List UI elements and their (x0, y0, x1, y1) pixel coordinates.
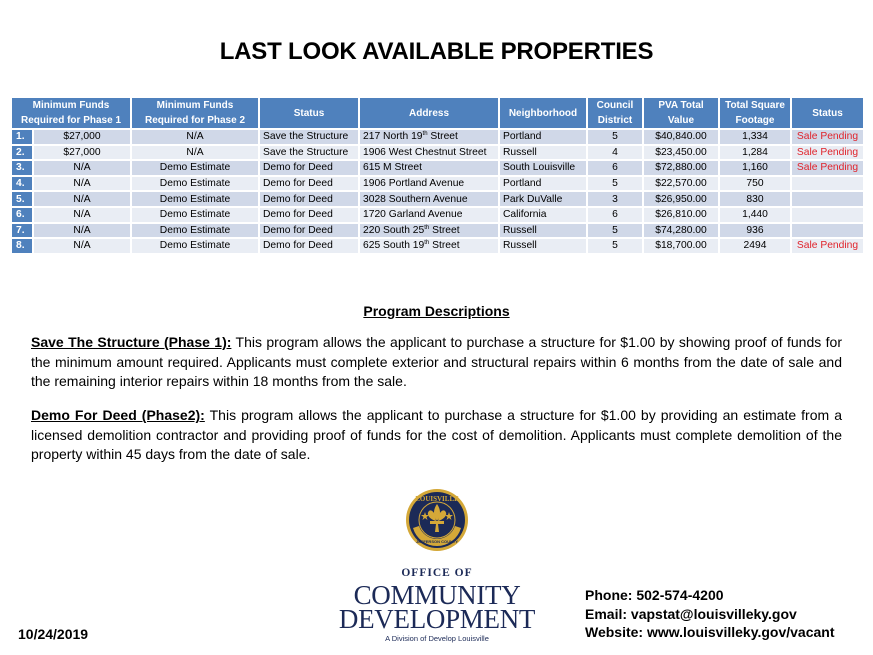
square-footage: 1,334 (719, 129, 791, 145)
phase1-funds: N/A (33, 176, 131, 192)
council-district: 5 (587, 129, 643, 145)
phase2-funds: N/A (131, 145, 259, 161)
demo-deed-description (31, 406, 842, 465)
phase1-funds: N/A (33, 223, 131, 239)
table-row (11, 176, 864, 192)
phase1-funds: N/A (33, 238, 131, 253)
address: 217 North 19th Street (359, 129, 499, 145)
phase1-funds: $27,000 (33, 129, 131, 145)
sale-status: Sale Pending (791, 238, 864, 253)
demo-deed-label: Demo For Deed (Phase2): (31, 407, 205, 423)
phase2-funds: Demo Estimate (131, 238, 259, 253)
phase2-funds: Demo Estimate (131, 191, 259, 207)
community-development-logo (337, 488, 537, 643)
sale-status (791, 223, 864, 239)
louisville-seal-icon (405, 488, 469, 552)
neighborhood: Portland (499, 129, 587, 145)
program-status: Save the Structure (259, 129, 359, 145)
council-district: 5 (587, 176, 643, 192)
sale-status: Sale Pending (791, 129, 864, 145)
council-district: 5 (587, 223, 643, 239)
address: 3028 Southern Avenue (359, 191, 499, 207)
program-status: Demo for Deed (259, 176, 359, 192)
program-status: Demo for Deed (259, 191, 359, 207)
phase1-funds: N/A (33, 207, 131, 223)
neighborhood: South Louisville (499, 160, 587, 176)
contact-website: Website: www.louisvilleky.gov/vacant (585, 624, 835, 640)
logo-division: A Division of Develop Louisville (385, 634, 489, 643)
logo-development: DEVELOPMENT (338, 604, 536, 634)
row-number: 4. (11, 176, 33, 192)
square-footage: 1,284 (719, 145, 791, 161)
header-min-funds-phase2: Minimum Funds Required for Phase 2 (131, 97, 259, 129)
table-row (11, 207, 864, 223)
neighborhood: California (499, 207, 587, 223)
neighborhood: Russell (499, 145, 587, 161)
row-number: 8. (11, 238, 33, 253)
row-number: 5. (11, 191, 33, 207)
phase1-funds: $27,000 (33, 145, 131, 161)
council-district: 3 (587, 191, 643, 207)
neighborhood: Russell (499, 238, 587, 253)
neighborhood: Russell (499, 223, 587, 239)
program-status: Save the Structure (259, 145, 359, 161)
row-number: 7. (11, 223, 33, 239)
document-date: 10/24/2019 (18, 626, 89, 642)
square-footage: 936 (719, 223, 791, 239)
council-district: 6 (587, 160, 643, 176)
svg-text:LOUISVILLE: LOUISVILLE (415, 495, 459, 503)
row-number: 2. (11, 145, 33, 161)
council-district: 4 (587, 145, 643, 161)
header-min-funds-phase1: Minimum Funds Required for Phase 1 (11, 97, 131, 129)
table-row (11, 145, 864, 161)
demo-deed-text: This program allows the applicant to purchase a structure for $1.00 by providing an estimate from a licensed demolition contractor and providing proof of funds for the cost of demolition. Applicants must complete demolition of the property within 45 days from the date of sale. (31, 407, 842, 462)
table-row (11, 160, 864, 176)
address: 220 South 25th Street (359, 223, 499, 239)
neighborhood: Portland (499, 176, 587, 192)
sale-status: Sale Pending (791, 145, 864, 161)
address: 625 South 19th Street (359, 238, 499, 253)
table-row (11, 238, 864, 253)
pva-value: $23,450.00 (643, 145, 719, 161)
office-of-label: OFFICE OF (401, 567, 473, 579)
contact-email: Email: vapstat@louisvilleky.gov (585, 605, 797, 622)
sale-status: Sale Pending (791, 160, 864, 176)
header-sale-status: Status (791, 97, 864, 129)
save-structure-label: Save The Structure (Phase 1): (31, 334, 232, 350)
table-row (11, 223, 864, 239)
pva-value: $74,280.00 (643, 223, 719, 239)
row-number: 1. (11, 129, 33, 145)
save-structure-description (31, 333, 842, 392)
neighborhood: Park DuValle (499, 191, 587, 207)
contact-info (585, 586, 834, 642)
header-address: Address (359, 97, 499, 129)
save-structure-text: This program allows the applicant to purchase a structure for $1.00 by showing proof of funds for the minimum amount required. Applicants must complete exterior and structural repairs within 6 months from the date of sale and the remaining interior repairs within 18 months from the sale. (31, 334, 842, 389)
square-footage: 830 (719, 191, 791, 207)
sale-status (791, 176, 864, 192)
address: 1906 Portland Avenue (359, 176, 499, 192)
pva-value: $18,700.00 (643, 238, 719, 253)
address: 1906 West Chestnut Street (359, 145, 499, 161)
address: 615 M Street (359, 160, 499, 176)
program-descriptions-heading: Program Descriptions (363, 303, 510, 319)
square-footage: 2494 (719, 238, 791, 253)
header-neighborhood: Neighborhood (499, 97, 587, 129)
properties-table (10, 96, 865, 253)
contact-phone: Phone: 502-574-4200 (585, 587, 724, 603)
pva-value: $72,880.00 (643, 160, 719, 176)
table-row (11, 129, 864, 145)
pva-value: $40,840.00 (643, 129, 719, 145)
phase2-funds: Demo Estimate (131, 160, 259, 176)
pva-value: $26,810.00 (643, 207, 719, 223)
phase1-funds: N/A (33, 160, 131, 176)
phase2-funds: N/A (131, 129, 259, 145)
council-district: 5 (587, 238, 643, 253)
program-status: Demo for Deed (259, 207, 359, 223)
square-footage: 1,440 (719, 207, 791, 223)
square-footage: 1,160 (719, 160, 791, 176)
header-status: Status (259, 97, 359, 129)
pva-value: $26,950.00 (643, 191, 719, 207)
program-status: Demo for Deed (259, 238, 359, 253)
sale-status (791, 191, 864, 207)
program-status: Demo for Deed (259, 160, 359, 176)
address: 1720 Garland Avenue (359, 207, 499, 223)
logo-community: COMMUNITY (353, 580, 521, 610)
page-title: LAST LOOK AVAILABLE PROPERTIES (219, 38, 654, 65)
phase2-funds: Demo Estimate (131, 176, 259, 192)
council-district: 6 (587, 207, 643, 223)
phase1-funds: N/A (33, 191, 131, 207)
svg-text:JEFFERSON COUNTY: JEFFERSON COUNTY (415, 539, 459, 544)
header-total-square-footage: Total Square Footage (719, 97, 791, 129)
header-council-district: Council District (587, 97, 643, 129)
table-row (11, 191, 864, 207)
phase2-funds: Demo Estimate (131, 223, 259, 239)
square-footage: 750 (719, 176, 791, 192)
phase2-funds: Demo Estimate (131, 207, 259, 223)
table-header-row (11, 97, 864, 129)
sale-status (791, 207, 864, 223)
pva-value: $22,570.00 (643, 176, 719, 192)
row-number: 6. (11, 207, 33, 223)
row-number: 3. (11, 160, 33, 176)
header-pva-total-value: PVA Total Value (643, 97, 719, 129)
program-status: Demo for Deed (259, 223, 359, 239)
